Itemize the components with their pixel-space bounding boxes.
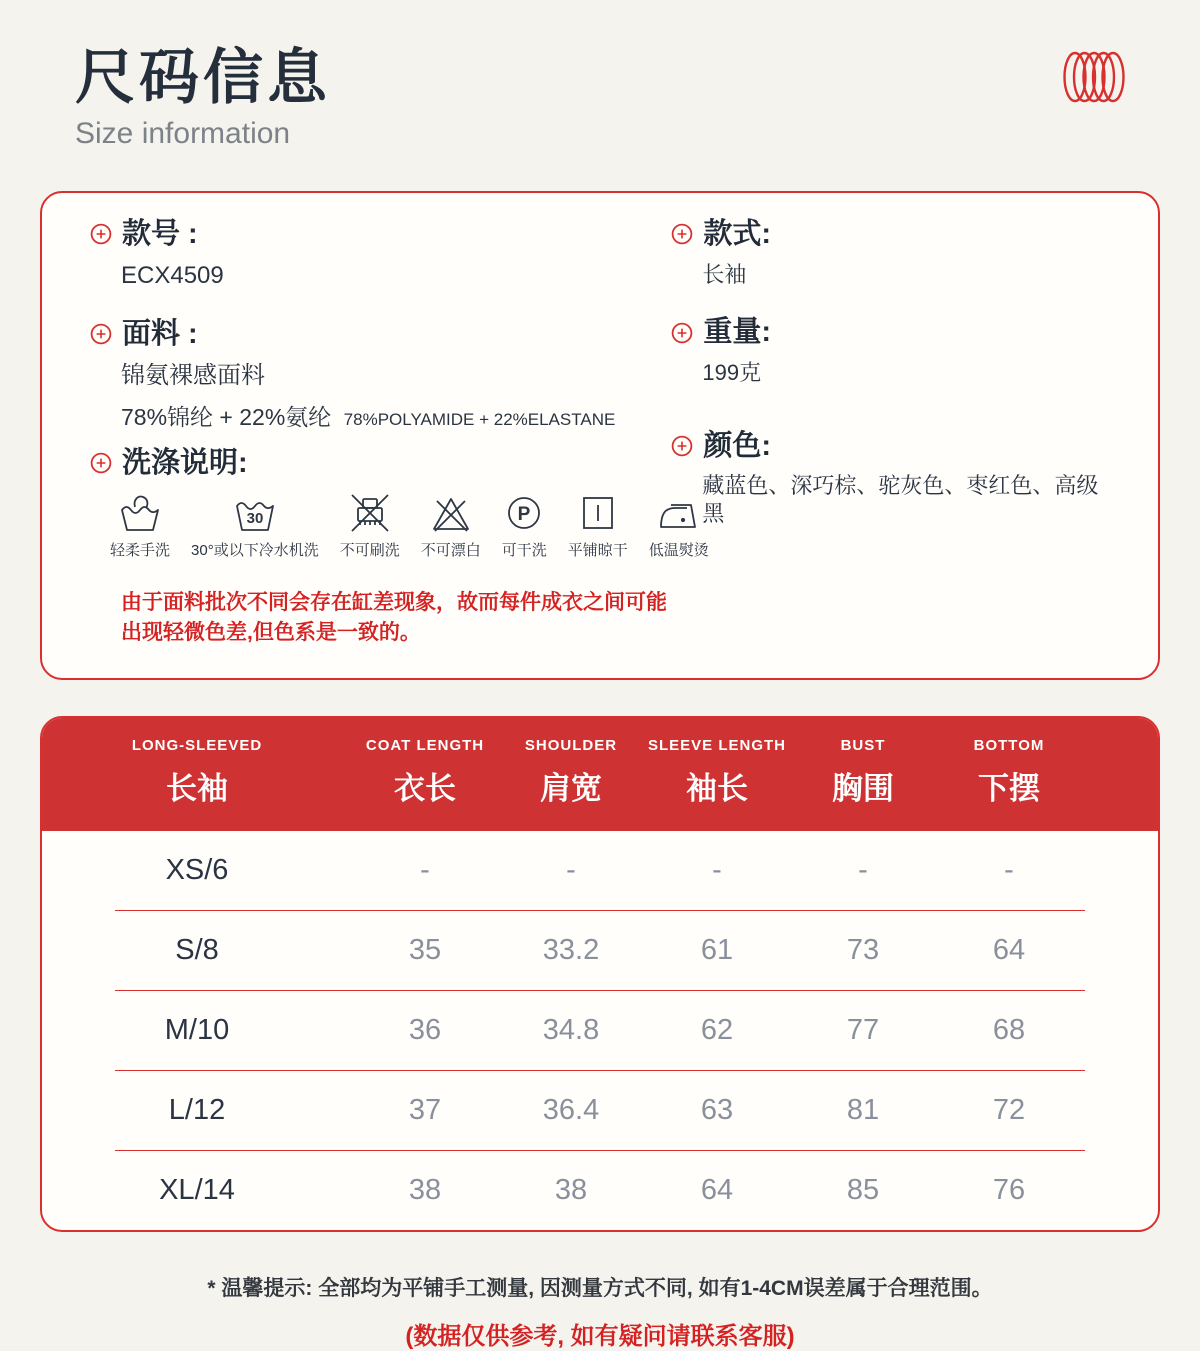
fabric-composition: 78%锦纶 + 22%氨纶 bbox=[121, 403, 332, 430]
color-label: 颜色: bbox=[703, 429, 772, 462]
value-cell: 64 bbox=[700, 1174, 734, 1207]
washing-icons-row bbox=[110, 492, 709, 560]
column-header-en: BOTTOM bbox=[973, 737, 1045, 755]
svg-text:30: 30 bbox=[246, 510, 264, 528]
value-cell: 36.4 bbox=[542, 1094, 600, 1127]
table-row-xl bbox=[42, 1151, 1158, 1230]
color-label-row bbox=[671, 429, 1110, 464]
table-row-xs bbox=[42, 831, 1158, 910]
washing-label-row bbox=[90, 446, 671, 481]
wash-item-label: 平铺晾干 bbox=[567, 542, 628, 560]
value-cell: 72 bbox=[992, 1094, 1026, 1127]
plus-circle-icon bbox=[671, 435, 693, 457]
value-cell: 34.8 bbox=[542, 1014, 600, 1047]
wash-item-30-degree bbox=[191, 492, 319, 560]
column-header-long-sleeved bbox=[132, 737, 262, 808]
column-header-bottom bbox=[974, 737, 1045, 808]
wash-item-label: 轻柔手洗 bbox=[110, 542, 171, 560]
value-cell: 85 bbox=[846, 1174, 880, 1207]
page-subtitle: Size information bbox=[75, 117, 291, 150]
wash-item-label: 低温熨烫 bbox=[648, 542, 709, 560]
value-cell: 35 bbox=[408, 934, 442, 967]
no-bleach-icon bbox=[429, 492, 473, 534]
table-row-m bbox=[42, 991, 1158, 1070]
page-header bbox=[0, 0, 1200, 151]
value-cell: 64 bbox=[992, 934, 1026, 967]
value-cell: - bbox=[420, 854, 430, 887]
wash-30-icon bbox=[233, 492, 277, 534]
weight-label: 重量: bbox=[703, 316, 772, 349]
color-value: 藏蓝色、深巧棕、驼灰色、枣红色、高级黑 bbox=[702, 473, 1099, 526]
style-number-value: ECX4509 bbox=[121, 261, 224, 289]
wash-item-label: 30°或以下冷水机洗 bbox=[191, 542, 319, 560]
value-cell: 38 bbox=[408, 1174, 442, 1207]
style-type-value: 长袖 bbox=[702, 261, 747, 287]
value-cell: 68 bbox=[992, 1014, 1026, 1047]
fabric-composition-en: 78%POLYAMIDE + 22%ELASTANE bbox=[343, 409, 616, 429]
column-header-zh: 衣长 bbox=[394, 771, 456, 807]
style-number-label-row bbox=[90, 217, 671, 252]
column-header-en: SHOULDER bbox=[524, 737, 618, 755]
value-cell: - bbox=[1004, 854, 1014, 887]
column-header-sleeve-length bbox=[648, 737, 786, 808]
value-cell: 76 bbox=[992, 1174, 1026, 1207]
column-header-zh: 长袖 bbox=[165, 771, 228, 807]
fabric-label: 面料 : bbox=[122, 317, 198, 350]
value-cell: 81 bbox=[846, 1094, 880, 1127]
svg-text:P: P bbox=[517, 504, 531, 526]
column-header-zh: 下摆 bbox=[978, 771, 1040, 807]
field-style-type bbox=[671, 217, 1110, 288]
style-type-label-row bbox=[671, 217, 1110, 252]
size-table bbox=[40, 716, 1160, 1232]
column-header-zh: 肩宽 bbox=[539, 771, 602, 807]
value-cell: - bbox=[712, 854, 722, 887]
style-type-label: 款式: bbox=[703, 218, 772, 250]
weight-label-row bbox=[671, 315, 1110, 350]
wash-item-no-scrub bbox=[340, 492, 400, 560]
weight-value: 199克 bbox=[702, 360, 762, 386]
wash-item-dry-flat bbox=[568, 492, 628, 560]
style-number-label: 款号 : bbox=[122, 218, 198, 250]
value-cell: 36 bbox=[408, 1014, 442, 1047]
plus-circle-icon bbox=[90, 323, 112, 345]
wash-item-no-bleach bbox=[421, 492, 481, 560]
field-fabric bbox=[90, 317, 671, 432]
table-row-l bbox=[42, 1071, 1158, 1150]
column-header-zh: 袖长 bbox=[686, 771, 748, 807]
reference-note: (数据仅供参考, 如有疑问请联系客服) bbox=[405, 1323, 795, 1351]
column-header-en: SLEEVE LENGTH bbox=[647, 737, 787, 755]
fabric-label-row bbox=[90, 317, 671, 352]
value-cell: 33.2 bbox=[542, 934, 600, 967]
info-left-column bbox=[90, 217, 709, 650]
column-header-bust bbox=[832, 737, 894, 808]
value-cell: 37 bbox=[408, 1094, 442, 1127]
value-cell: - bbox=[566, 854, 576, 887]
fabric-value: 锦氨裸感面料 bbox=[121, 361, 265, 389]
value-cell: 61 bbox=[700, 934, 734, 967]
plus-circle-icon bbox=[90, 452, 112, 474]
plus-circle-icon bbox=[671, 322, 693, 344]
field-washing bbox=[90, 446, 709, 561]
info-right-column bbox=[671, 217, 1110, 650]
value-cell: 62 bbox=[700, 1014, 734, 1047]
value-cell: 77 bbox=[846, 1014, 880, 1047]
value-cell: 38 bbox=[554, 1174, 588, 1207]
no-scrub-icon bbox=[348, 492, 392, 534]
column-header-coat-length bbox=[366, 737, 484, 808]
column-header-en: BUST bbox=[840, 737, 886, 755]
wash-item-label: 不可漂白 bbox=[420, 542, 481, 560]
measurement-tip: * 温馨提示: 全部均为平铺手工测量, 因测量方式不同, 如有1-4CM误差属于合理范围。 bbox=[207, 1277, 993, 1301]
field-weight bbox=[671, 315, 1110, 386]
size-table-header bbox=[42, 718, 1158, 831]
size-cell: XL/14 bbox=[159, 1174, 235, 1207]
column-header-zh: 胸围 bbox=[832, 771, 894, 807]
drip-dry-icon bbox=[576, 492, 620, 534]
size-cell: S/8 bbox=[175, 934, 219, 967]
page-title: 尺码信息 bbox=[75, 44, 331, 111]
table-row-s bbox=[42, 911, 1158, 990]
column-header-en: COAT LENGTH bbox=[365, 737, 485, 755]
column-header-en: LONG-SLEEVED bbox=[131, 737, 263, 755]
wash-item-label: 可干洗 bbox=[501, 542, 547, 560]
value-cell: 63 bbox=[700, 1094, 734, 1127]
plus-circle-icon bbox=[90, 223, 112, 245]
product-info-card bbox=[40, 191, 1160, 680]
column-header-shoulder bbox=[525, 737, 617, 808]
coil-spring-icon bbox=[1062, 50, 1126, 109]
dye-lot-note: 由于面料批次不同会存在缸差现象，故而每件成衣之间可能出现轻微色差,但色系是一致的。 bbox=[121, 591, 667, 645]
footer-notes bbox=[0, 1272, 1200, 1351]
value-cell: 73 bbox=[846, 934, 880, 967]
value-cell: - bbox=[858, 854, 868, 887]
size-cell: L/12 bbox=[168, 1094, 226, 1127]
wash-item-hand-wash bbox=[110, 492, 170, 560]
hand-wash-icon bbox=[118, 492, 162, 534]
washing-label: 洗涤说明: bbox=[122, 446, 248, 479]
wash-item-label: 不可刷洗 bbox=[339, 542, 400, 560]
dry-clean-icon bbox=[502, 492, 546, 534]
plus-circle-icon bbox=[671, 223, 693, 245]
field-color bbox=[671, 429, 1110, 528]
wash-item-dry-clean bbox=[502, 492, 547, 560]
size-cell: M/10 bbox=[164, 1014, 230, 1047]
field-style-number bbox=[90, 217, 671, 291]
size-cell: XS/6 bbox=[165, 854, 229, 887]
fabric-composition-line bbox=[121, 399, 671, 432]
